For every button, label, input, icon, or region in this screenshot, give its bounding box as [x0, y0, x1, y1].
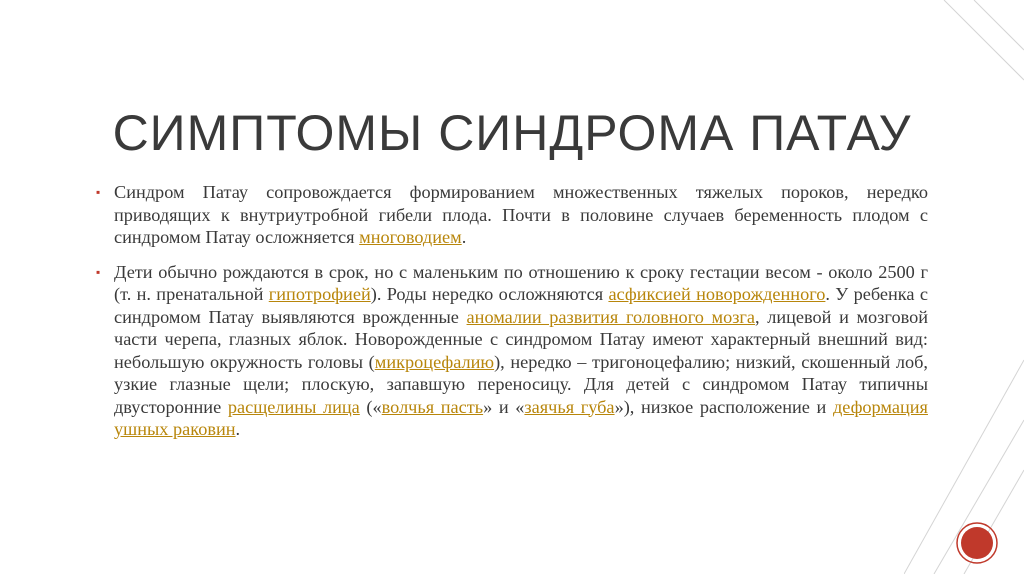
link-deformaciya-ushnyh-rakovin[interactable]: деформация ушных раковин — [114, 396, 928, 439]
bullet-item-1 — [94, 181, 928, 249]
link-anomalii-mozga[interactable]: аномалии развития головного мозга — [466, 306, 756, 327]
link-zayachya-guba[interactable]: заячья губа — [524, 396, 615, 417]
bullet-text: »), низкое расположение и — [614, 396, 833, 417]
red-circle-badge-icon — [955, 521, 999, 565]
link-gipotrofiya[interactable]: гипотрофией — [268, 284, 371, 304]
bullet-item-2 — [94, 261, 928, 441]
bullet-text: . — [235, 419, 241, 439]
bullet-text: Синдром Патау сопровождается формированием множественных тяжелых пороков, нередко приводящих к внутриутробной гибели плода. Почти в половине случаев беременность плодом с синдромом Патау осложняется — [114, 182, 928, 247]
link-rasshheliny-lica[interactable]: расщелины лица — [227, 396, 360, 417]
link-mnogovodie[interactable]: многоводием — [359, 227, 462, 247]
bullet-text: . У ребенка с синдромом Патау выявляются врожденные — [114, 284, 928, 327]
bullet-text: ). Роды нередко осложняются — [370, 284, 609, 304]
slide-content — [94, 181, 928, 453]
bullet-text: . — [461, 227, 467, 247]
link-asfiksiya[interactable]: асфиксией новорожденного — [608, 284, 826, 304]
square-bullet-icon: ▪ — [96, 185, 101, 199]
bullet-text: (« — [359, 396, 382, 417]
square-bullet-icon: ▪ — [96, 264, 101, 279]
bullet-text: , лицевой и мозговой части черепа, глазных яблок. Новорожденные с синдромом Патау имеют характерный внешний вид: небольшую окружность головы ( — [114, 306, 929, 372]
link-mikrocefaliya[interactable]: микроцефалию — [374, 351, 495, 372]
link-volchya-past[interactable]: волчья пасть — [381, 396, 484, 417]
bullet-text: ), нередко – тригоноцефалию; низкий, скошенный лоб, узкие глазные щели; плоскую, запавшую переносицу. Для детей с синдромом Патау типичны двусторонние — [114, 351, 928, 417]
bullet-text: Дети обычно рождаются в срок, но с маленьким по отношению к сроку гестации весом - около 2500 г (т. н. пренатальной — [114, 261, 928, 304]
slide-title: СИМПТОМЫ СИНДРОМА ПАТАУ — [112, 105, 912, 161]
bullet-text: » и « — [483, 396, 525, 417]
